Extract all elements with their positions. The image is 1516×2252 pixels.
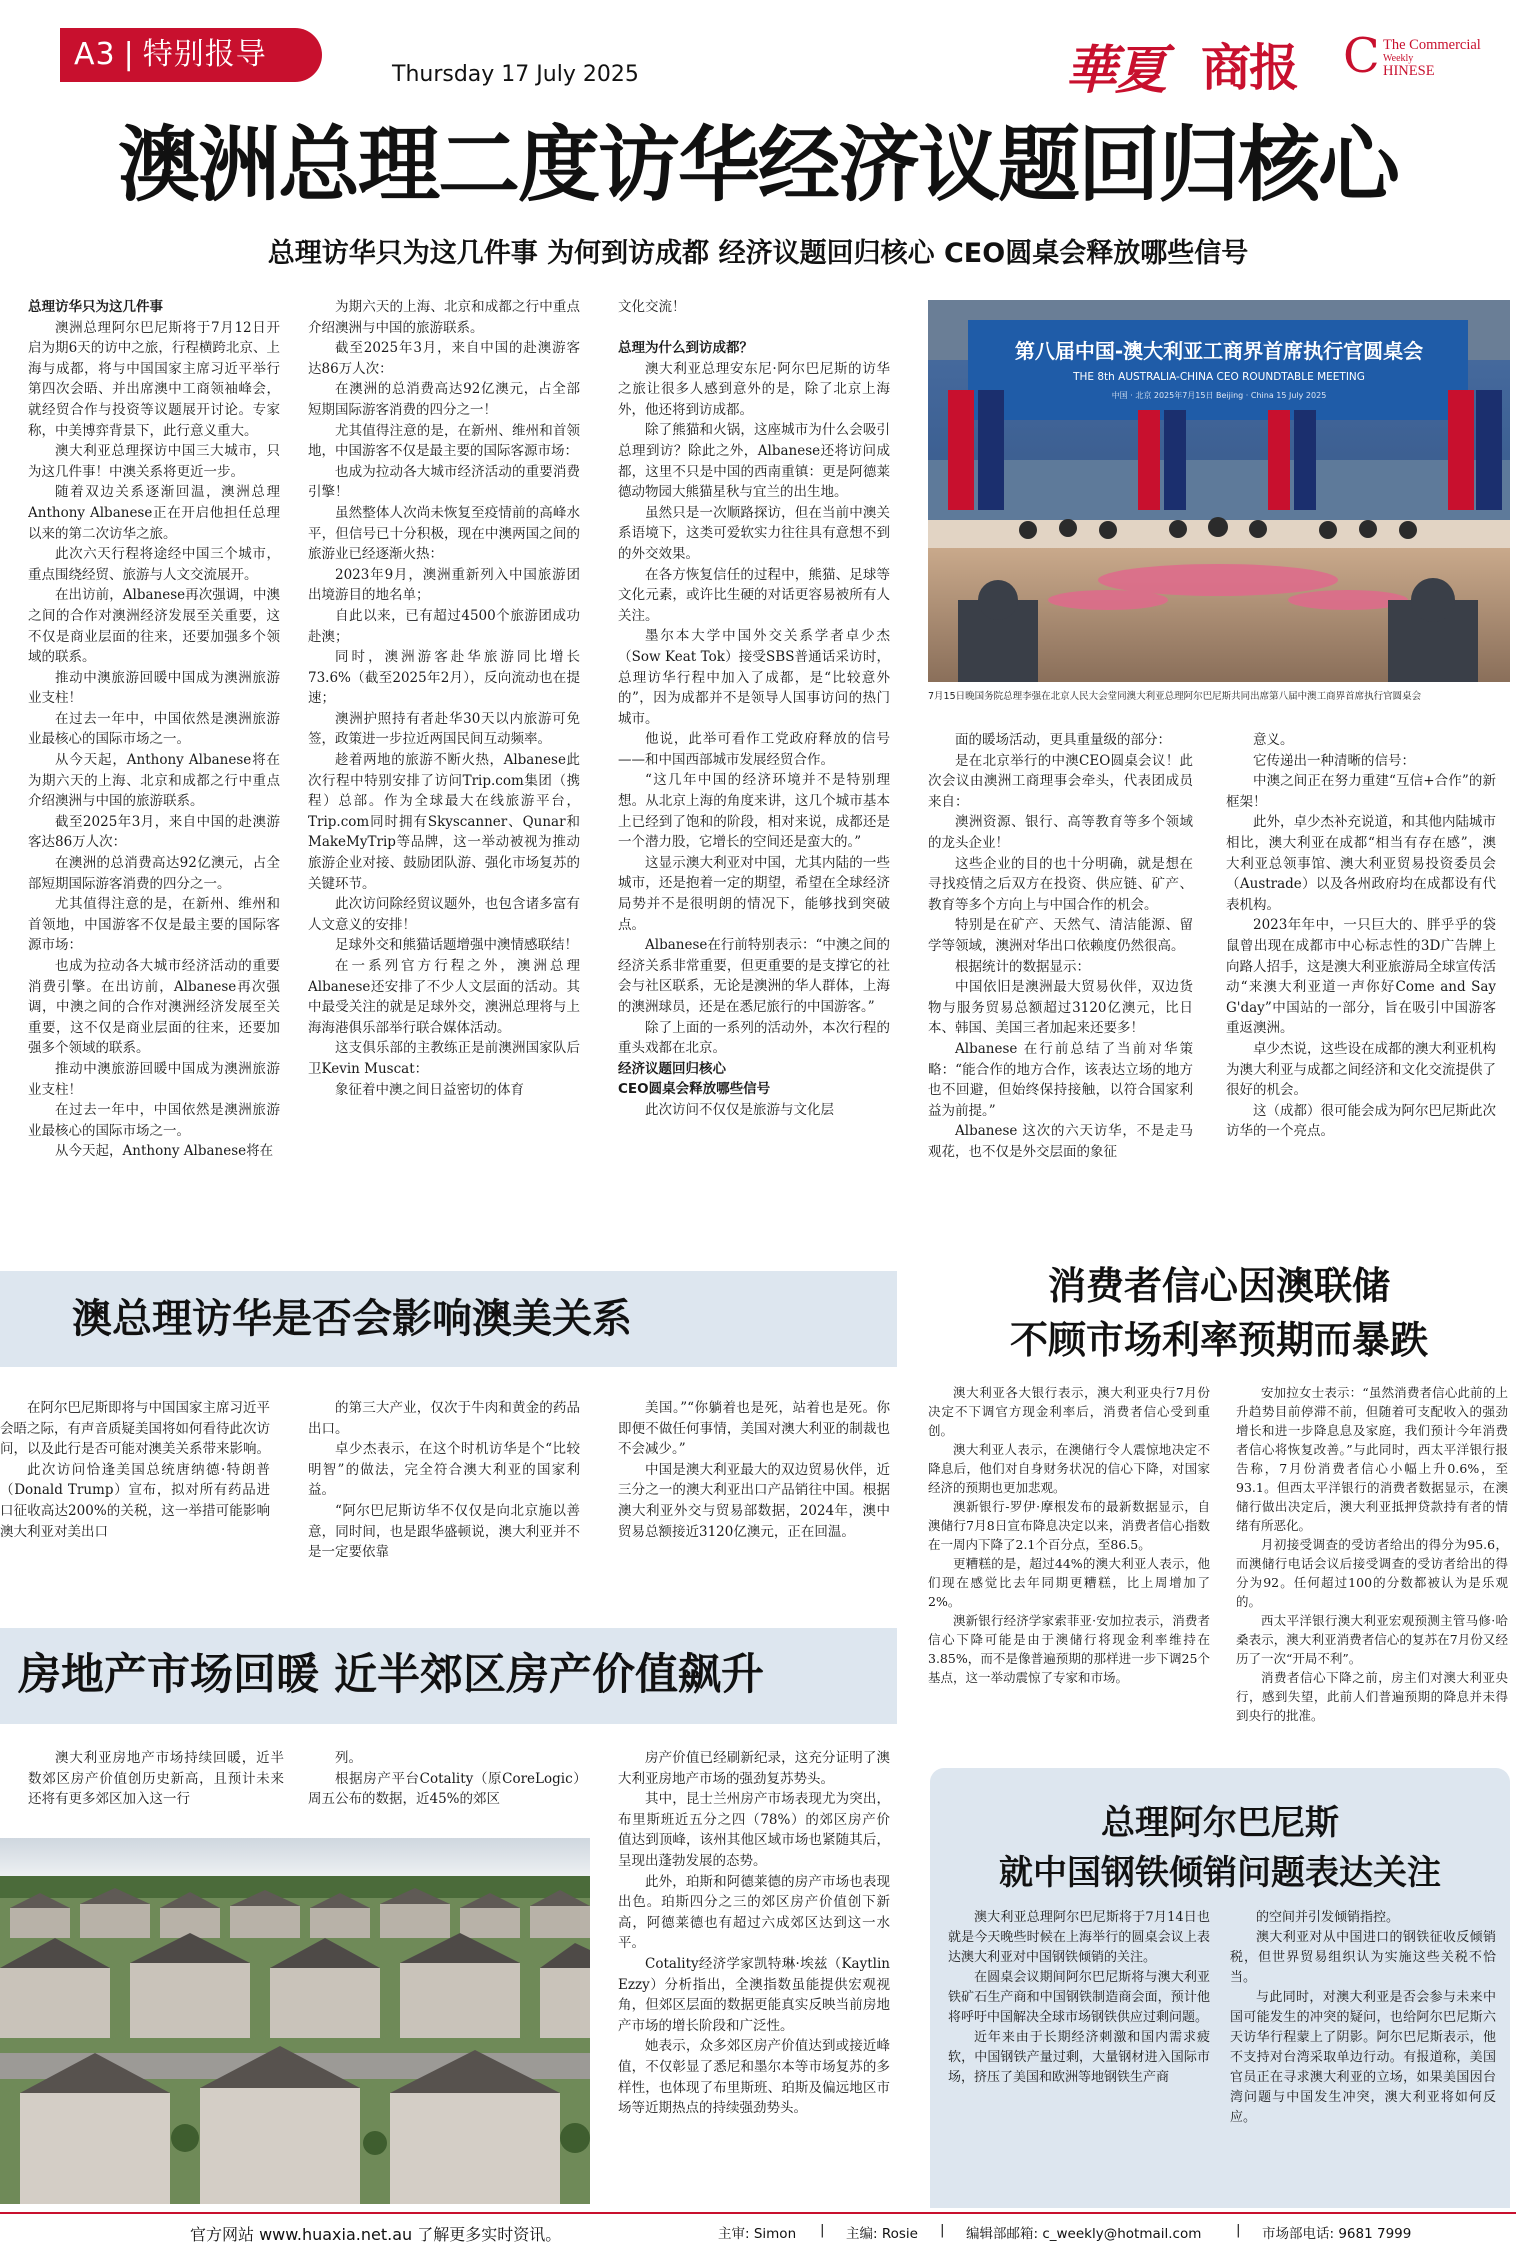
footer-editor-chief: 主审: Simon	[718, 2226, 797, 2242]
article-paragraph: 此外，卓少杰补充说道，和其他内陆城市相比，澳大利亚在成都“相当有存在感”，澳大利亚总领事馆、澳大利亚贸易投资委员会（Austrade）以及各州政府均在成都设有代表机构。	[1226, 814, 1496, 913]
article-paragraph: 这些企业的目的也十分明确，就是想在寻找疫情之后双方在投资、供应链、矿产、教育等多个方向上与中国合作的机会。	[928, 855, 1193, 913]
article-paragraph: 自此以来，已有超过4500个旅游团成功赴澳；	[308, 607, 580, 645]
article-paragraph: 在澳洲的总消费高达92亿澳元，占全部短期国际游客消费的四分之一。	[28, 855, 280, 892]
article-paragraph: 墨尔本大学中国外交关系学者卓少杰（Sow Keat Tok）接受SBS普通话采访时，总理访华行程中加入了成都，是“比较意外的”，因为成都并不是领导人国事访问的热门城市。	[618, 628, 890, 727]
article-paragraph: 与此同时，对澳大利亚是否会参与未来中国可能发生的冲突的疑问，也给阿尔巴尼斯六天访华行程蒙上了阴影。阿尔巴尼斯表示，他不支持对台湾采取单边行动。有报道称，美国官员正在寻求澳大利亚的立场，如果美国因台湾问题与中国发生冲突，澳大利亚将如何反应。	[1230, 1990, 1496, 2125]
article-paragraph: 也成为拉动各大城市经济活动的重要消费引擎。在出访前，Albanese再次强调，中澳之间的合作对澳洲经济发展至关重要，这不仅是商业层面的往来，还要加强多个领域的联系。	[28, 958, 280, 1057]
article-paragraph: 在一系列官方行程之外，澳洲总理Albanese还安排了不少人文层面的活动。其中最受关注的就是足球外交，澳洲总理将与上海海港俱乐部举行联合媒体活动。	[308, 958, 580, 1036]
roundtable-photo-graphic	[928, 300, 1510, 682]
article-paragraph: “这几年中国的经济环境并不是特别理想。从北京上海的角度来讲，这几个城市基本上已经到了饱和的阶段，相对来说，成都还是一个潜力股，它增长的空间还是蛮大的。”	[618, 772, 890, 851]
article-paragraph: Albanese 在行前总结了当前对华策略：“能合作的地方合作，该表达立场的地方也不回避，但始终保持接触，以符合国家利益为前提。”	[928, 1040, 1193, 1119]
article-paragraph: 象征着中澳之间日益密切的体育	[335, 1081, 524, 1098]
article-subheading: 总理访华只为这几件事	[28, 299, 163, 315]
article-paragraph: 澳新银行经济学家索菲亚·安加拉表示，消费者信心下降可能是由于澳储行将现金利率维持在3.85%，而不是像普遍预期的那样进一步下调25个基点，这一举动震惊了专家和市场。	[928, 1613, 1210, 1685]
article-paragraph: 澳大利亚对从中国进口的钢铁征收反倾销税，但世界贸易组织认为实施这些关税不恰当。	[1230, 1930, 1496, 1985]
photo-banner-cn: 第八届中国-澳大利亚工商界首席执行官圆桌会	[1014, 339, 1424, 363]
article-paragraph: 为期六天的上海、北京和成都之行中重点介绍澳洲与中国的旅游联系。	[308, 299, 580, 336]
article-paragraph: 是在北京举行的中澳CEO圆桌会议！此次会议由澳洲工商理事会牵头，代表团成员来自：	[928, 752, 1193, 810]
article-paragraph: 近年来由于长期经济刺激和国内需求疲软，中国钢铁产量过剩，大量钢材进入国际市场，挤压了美国和欧洲等地钢铁生产商	[948, 2030, 1210, 2085]
article-paragraph: Albanese 这次的六天访华，不是走马观花，也不仅是外交层面的象征	[928, 1123, 1193, 1160]
article-paragraph: 此外，珀斯和阿德莱德的房产市场也表现出色。珀斯四分之三的郊区房产价值创下新高，阿德莱德也有超过六成郊区达到这一水平。	[618, 1873, 890, 1952]
article-paragraph: 从今天起，Anthony Albanese将在	[55, 1143, 274, 1160]
photo-banner-location: 中国 · 北京 2025年7月15日 Beijing · China 15 July 2025	[1111, 391, 1327, 400]
footer-phone: 市场部电话: 9681 7999	[1262, 2226, 1412, 2242]
article-paragraph: 它传递出一种清晰的信号：	[1253, 752, 1415, 769]
property-title: 房地产市场回暖 近半郊区房产价值飙升	[18, 1650, 764, 1700]
article-paragraph: 他说，此举可看作工党政府释放的信号——和中国西部城市发展经贸合作。	[618, 731, 890, 768]
sub-headline: 总理访华只为这几件事 为何到访成都 经济议题回归核心 CEO圆桌会释放哪些信号	[267, 238, 1249, 269]
article-paragraph: 其中，昆士兰州房产市场表现尤为突出，布里斯班近五分之四（78%）的郊区房产价值达到顶峰，该州其他区域市场也紧随其后，呈现出蓬勃发展的态势。	[618, 1791, 890, 1869]
article-paragraph: 推动中澳旅游回暖中国成为澳洲旅游业支柱！	[28, 1060, 280, 1098]
article-paragraph: 在阿尔巴尼斯即将与中国国家主席习近平会晤之际，有声音质疑美国将如何看待此次访问，以及此行是否可能对澳美关系带来影响。	[0, 1400, 270, 1458]
article-paragraph: 澳大利亚各大银行表示，澳大利亚央行7月份决定不下调官方现金利率后，消费者信心受到重创。	[928, 1385, 1210, 1438]
article-paragraph: 在各方恢复信任的过程中，熊猫、足球等文化元素，或许比生硬的对话更容易被所有人关注。	[618, 566, 890, 624]
article-paragraph: 从今天起，Anthony Albanese将在为期六天的上海、北京和成都之行中重点介绍澳洲与中国的旅游联系。	[28, 752, 280, 810]
article-paragraph: 截至2025年3月，来自中国的赴澳游客达86万人次：	[28, 813, 280, 851]
article-paragraph: 除了熊猫和火锅，这座城市为什么会吸引总理到访？除此之外，Albanese还将访问成都，这里不只是中国的西南重镇：更是阿德莱德动物园大熊猫星秋与宜兰的出生地。	[618, 422, 890, 501]
article-paragraph: 尤其值得注意的是，在新州、维州和首领地，中国游客不仅是最主要的国际客源市场：	[308, 422, 580, 460]
article-paragraph: 这显示澳大利亚对中国，尤其内陆的一些城市，还是抱着一定的期望，希望在全球经济局势并不是很明朗的情况下，能够找到突破点。	[618, 854, 890, 933]
article-paragraph: Cotality经济学家凯特琳·埃兹（Kaytlin Ezzy）分析指出，全澳指数虽能提供宏观视角，但郊区层面的数据更能真实反映当前房地产市场的增长阶段和广泛性。	[618, 1955, 890, 2034]
article-paragraph: 除了上面的一系列的活动外，本次行程的重头戏都在北京。	[618, 1019, 890, 1057]
photo-caption: 7月15日晚国务院总理李强在北京人民大会堂同澳大利亚总理阿尔巴尼斯共同出席第八届中澳工商界首席执行官圆桌会	[928, 691, 1422, 702]
article-paragraph: 同时，澳洲游客赴华旅游同比增长73.6%（截至2025年2月），反向流动也在提速；	[308, 649, 580, 707]
steel-story-column-2	[1230, 1908, 1496, 2208]
article-paragraph: 根据统计的数据显示：	[955, 958, 1090, 975]
article-paragraph: 更糟糕的是，超过44%的澳大利亚人表示，他们现在感觉比去年同期更糟糕，比上周增加了2%。	[928, 1556, 1210, 1609]
photo-banner-en: THE 8th AUSTRALIA-CHINA CEO ROUNDTABLE MEETING	[1073, 371, 1365, 383]
consumer-confidence-headline: 消费者信心因澳联储 不顾市场利率预期而暴跌	[1009, 1263, 1428, 1362]
article-paragraph: 的空间并引发倾销指控。	[1256, 1910, 1400, 1925]
main-article-column-1	[28, 297, 280, 1222]
article-paragraph: 特别是在矿产、天然气、清洁能源、留学等领域，澳洲对华出口依赖度仍然很高。	[928, 917, 1193, 954]
footer-website: 官方网站 www.huaxia.net.au 了解更多实时资讯。	[190, 2225, 562, 2244]
footer-sep-3: |	[1236, 2222, 1241, 2238]
article-paragraph: 澳大利亚总理安东尼·阿尔巴尼斯的访华之旅让很多人感到意外的是，除了北京上海外，他还将到访成都。	[618, 360, 890, 418]
article-paragraph: 截至2025年3月，来自中国的赴澳游客达86万人次：	[308, 340, 580, 377]
article-paragraph: 此次六天行程将途经中国三个城市，重点围绕经贸、旅游与人文交流展开。	[28, 546, 280, 583]
article-subheading: 总理为什么到访成都？	[618, 340, 753, 356]
article-paragraph: 房产价值已经刷新纪录，这充分证明了澳大利亚房地产市场的强劲复苏势头。	[618, 1750, 890, 1787]
article-paragraph: 尤其值得注意的是，在新州、维州和首领地，中国游客不仅是最主要的国际客源市场：	[28, 896, 280, 954]
footer-sep-1: |	[820, 2222, 825, 2238]
article-paragraph: 此次访问除经贸议题外，也包含诸多富有人文意义的安排！	[308, 896, 580, 933]
article-paragraph: 2023年9月，澳洲重新列入中国旅游团出境游目的地名单；	[308, 566, 580, 604]
article-paragraph: 此次访问恰逢美国总统唐纳德·特朗普（Donald Trump）宣布，拟对所有药品进口征收高达200%的关税，这一举措可能影响澳大利亚对美出口	[0, 1461, 270, 1540]
property-story-column-1	[28, 1748, 284, 1832]
us-story-column-1	[0, 1398, 270, 1618]
footer-editor: 主编: Rosie	[846, 2226, 918, 2242]
article-paragraph: 澳大利亚总理探访中国三大城市，只为这几件事！中澳关系将更近一步。	[28, 443, 280, 480]
article-paragraph: 足球外交和熊猫话题增强中澳情感联结！	[335, 937, 578, 954]
article-subheading: 经济议题回归核心	[618, 1060, 726, 1077]
article-paragraph: 在过去一年中，中国依然是澳洲旅游业最核心的国际市场之一。	[28, 1102, 280, 1139]
article-paragraph: 澳新银行-罗伊·摩根发布的最新数据显示，自澳储行7月8日宣布降息决定以来，消费者信心指数在一周内下降了2.1个百分点，至86.5。	[928, 1499, 1210, 1552]
article-paragraph: 推动中澳旅游回暖中国成为澳洲旅游业支柱！	[28, 669, 280, 707]
masthead-logo: 華夏 商报 C The Commercial Weekly HINESE	[1065, 28, 1481, 101]
article-paragraph: 澳大利亚房地产市场持续回暖，近半数郊区房产价值创历史新高，且预计未来还将有更多郊区加入这一行	[28, 1750, 284, 1808]
article-paragraph: 中国是澳大利亚最大的双边贸易伙伴，近三分之一的澳大利亚出口产品销往中国。根据澳大利亚外交与贸易部数据，2024年，澳中贸易总额接近3120亿澳元，正在回温。	[618, 1461, 890, 1540]
article-paragraph: 在圆桌会议期间阿尔巴尼斯将与澳大利亚铁矿石生产商和中国钢铁制造商会面，预计他将呼吁中国解决全球市场钢铁供应过剩问题。	[948, 1970, 1210, 2025]
article-paragraph: 月初接受调查的受访者给出的得分为95.6，而澳储行电话会议后接受调查的受访者给出的得分为92。任何超过100的分数都被认为是乐观的。	[1236, 1537, 1508, 1609]
property-banner	[0, 1628, 897, 1724]
roundtable-photo	[928, 300, 1510, 682]
article-paragraph: “阿尔巴尼斯访华不仅仅是向北京施以善意，同时间，也是跟华盛顿说，澳大利亚并不是一定要依靠	[308, 1502, 580, 1561]
article-paragraph: 卓少杰说，这些设在成都的澳大利亚机构为澳大利亚与成都之间经济和文化交流提供了很好的机会。	[1226, 1040, 1496, 1099]
us-relations-title: 澳总理访华是否会影响澳美关系	[72, 1295, 632, 1342]
suburb-aerial-graphic	[0, 1838, 590, 2204]
article-paragraph: 美国。”“你躺着也是死，站着也是死。你即便不做任何事情，美国对澳大利亚的制裁也不会减少。”	[618, 1400, 890, 1458]
article-paragraph: 中国依旧是澳洲最大贸易伙伴，双边货物与服务贸易总额超过3120亿澳元，比日本、韩国、美国三者加起来还要多！	[928, 979, 1193, 1037]
article-paragraph: 澳大利亚人表示，在澳储行令人震惊地决定不降息后，他们对自身财务状况的信心下降，对国家经济的预期也更加悲观。	[928, 1442, 1210, 1495]
main-article-column-5	[1226, 730, 1496, 1230]
article-paragraph: 这（成都）很可能会成为阿尔巴尼斯此次访华的一个亮点。	[1226, 1102, 1496, 1140]
suburb-aerial-photo	[0, 1838, 590, 2204]
us-story-column-3	[618, 1398, 890, 1618]
article-paragraph: 虽然整体人次尚未恢复至疫情前的高峰水平，但信号已十分积极，现在中澳两国之间的旅游业已经逐渐火热：	[308, 504, 580, 563]
property-story-column-2	[308, 1748, 580, 1832]
main-article-column-3-top: 文化交流！	[618, 299, 686, 315]
article-paragraph: 澳大利亚总理阿尔巴尼斯将于7月14日也就是今天晚些时候在上海举行的圆桌会议上表达澳大利亚对中国钢铁倾销的关注。	[948, 1910, 1210, 1965]
us-story-column-2	[308, 1398, 580, 1618]
article-paragraph: 根据房产平台Cotality（原CoreLogic）周五公布的数据，近45%的郊区	[308, 1770, 580, 1808]
article-paragraph: 虽然只是一次顺路探访，但在当前中澳关系语境下，这类可爱软实力往往具有意想不到的外交效果。	[618, 504, 890, 562]
main-article-column-2	[308, 297, 580, 1222]
main-article-column-4	[928, 730, 1193, 1230]
steel-story-headline: 总理阿尔巴尼斯 就中国钢铁倾销问题表达关注	[999, 1803, 1441, 1893]
article-paragraph: 趁着两地的旅游不断火热，Albanese此次行程中特别安排了访问Trip.com集团（携程）总部。作为全球最大在线旅游平台，Trip.com同时拥有Skyscanner、Qunar和MakeMyTrip等品牌，这一举动被视为推动旅游企业对接、鼓励团队游、强化市场复苏的关键环节。	[308, 752, 580, 892]
article-paragraph: 意义。	[1253, 732, 1294, 748]
steel-story-column-1	[948, 1908, 1210, 2208]
article-paragraph: 西太平洋银行澳大利亚宏观预测主管马修·哈桑表示，澳大利亚消费者信心的复苏在7月份又经历了一次“开局不利”。	[1236, 1613, 1508, 1666]
footer-email: 编辑部邮箱: c_weekly@hotmail.com	[966, 2226, 1202, 2242]
section-name: 特别报导	[142, 37, 267, 72]
article-paragraph: 此次访问不仅仅是旅游与文化层	[645, 1101, 834, 1118]
us-relations-banner	[0, 1271, 897, 1367]
issue-date: Thursday 17 July 2025	[392, 62, 639, 87]
article-subheading: CEO圆桌会释放哪些信号	[618, 1081, 771, 1098]
article-paragraph: 的第三大产业，仅次于牛肉和黄金的药品出口。	[308, 1400, 580, 1437]
footer-rule	[0, 2212, 1516, 2214]
section-code: A3	[74, 37, 116, 72]
article-paragraph: 在过去一年中，中国依然是澳洲旅游业最核心的国际市场之一。	[28, 710, 280, 748]
article-paragraph: 2023年年中，一只巨大的、胖乎乎的袋鼠曾出现在成都市中心标志性的3D广告牌上向路人招手，这是澳大利亚旅游局全球宣传活动“来澳大利亚道一声你好Come and Say G'day”中国站的一部分，旨在吸引中国游客重返澳洲。	[1226, 917, 1496, 1037]
article-paragraph: 她表示，众多郊区房产价值达到或接近峰值，不仅彰显了悉尼和墨尔本等市场复苏的多样性，也体现了布里斯班、珀斯及偏远地区市场等近期热点的持续强劲势头。	[618, 2038, 890, 2117]
section-tag: A3 | 特别报导	[60, 28, 322, 82]
article-paragraph: 卓少杰表示，在这个时机访华是个“比较明智”的做法，完全符合澳大利亚的国家利益。	[308, 1441, 580, 1499]
article-paragraph: 消费者信心下降之前，房主们对澳大利亚央行，感到失望，此前人们普遍预期的降息并未得到央行的批准。	[1236, 1670, 1508, 1723]
article-paragraph: 澳洲资源、银行、高等教育等多个领域的龙头企业！	[928, 814, 1193, 851]
article-paragraph: 中澳之间正在努力重建“互信+合作”的新框架！	[1226, 773, 1496, 810]
article-paragraph: 澳洲总理阿尔巴尼斯将于7月12日开启为期6天的访中之旅，行程横跨北京、上海与成都，将与中国国家主席习近平举行第四次会晤、并出席澳中工商领袖峰会，就经贸合作与投资等议题展开讨论。专家称，中美博弈背景下，此行意义重大。	[28, 319, 280, 439]
article-paragraph: Albanese在行前特别表示：“中澳之间的经济关系非常重要，但更重要的是支撑它的社会与社区联系，无论是澳洲的华人群体，上海的澳洲球员，还是在悉尼旅行的中国游客。”	[618, 937, 890, 1015]
property-story-column-3	[618, 1748, 890, 2208]
article-paragraph: 面的暖场活动，更具重量级的部分：	[955, 732, 1171, 748]
article-paragraph: 安加拉女士表示：“虽然消费者信心此前的上升趋势目前停滞不前，但随着可支配收入的强劲增长和进一步降息息及家庭，我们预计今年消费者信心将恢复改善。”与此同时，西太平洋银行报告称，7月份消费者信心小幅上升0.6%，至93.1。但西太平洋银行的消费者数据显示，在澳储行做出决定后，澳大利亚抵押贷款持有者的情绪有所恶化。	[1236, 1385, 1508, 1533]
consumer-story-column-2	[1236, 1383, 1508, 1763]
article-paragraph: 随着双边关系逐渐回温，澳洲总理Anthony Albanese正在开启他担任总理以来的第二次访华之旅。	[28, 484, 280, 542]
main-headline: 澳洲总理二度访华经济议题回归核心	[117, 118, 1398, 213]
consumer-story-column-1	[928, 1383, 1210, 1763]
article-paragraph: 在出访前，Albanese再次强调，中澳之间的合作对澳洲经济发展至关重要，这不仅是商业层面的往来，还要加强多个领域的联系。	[28, 587, 280, 666]
footer-sep-2: |	[940, 2222, 945, 2238]
article-paragraph: 在澳洲的总消费高达92亿澳元，占全部短期国际游客消费的四分之一！	[308, 381, 580, 418]
article-paragraph: 澳洲护照持有者赴华30天以内旅游可免签，政策进一步拉近两国民间互动频率。	[308, 710, 580, 748]
article-paragraph: 这支俱乐部的主教练正是前澳洲国家队后卫Kevin Muscat：	[308, 1040, 580, 1077]
main-article-column-3-body	[618, 338, 890, 1222]
article-paragraph: 列。	[335, 1750, 362, 1766]
article-paragraph: 也成为拉动各大城市经济活动的重要消费引擎！	[308, 463, 580, 501]
